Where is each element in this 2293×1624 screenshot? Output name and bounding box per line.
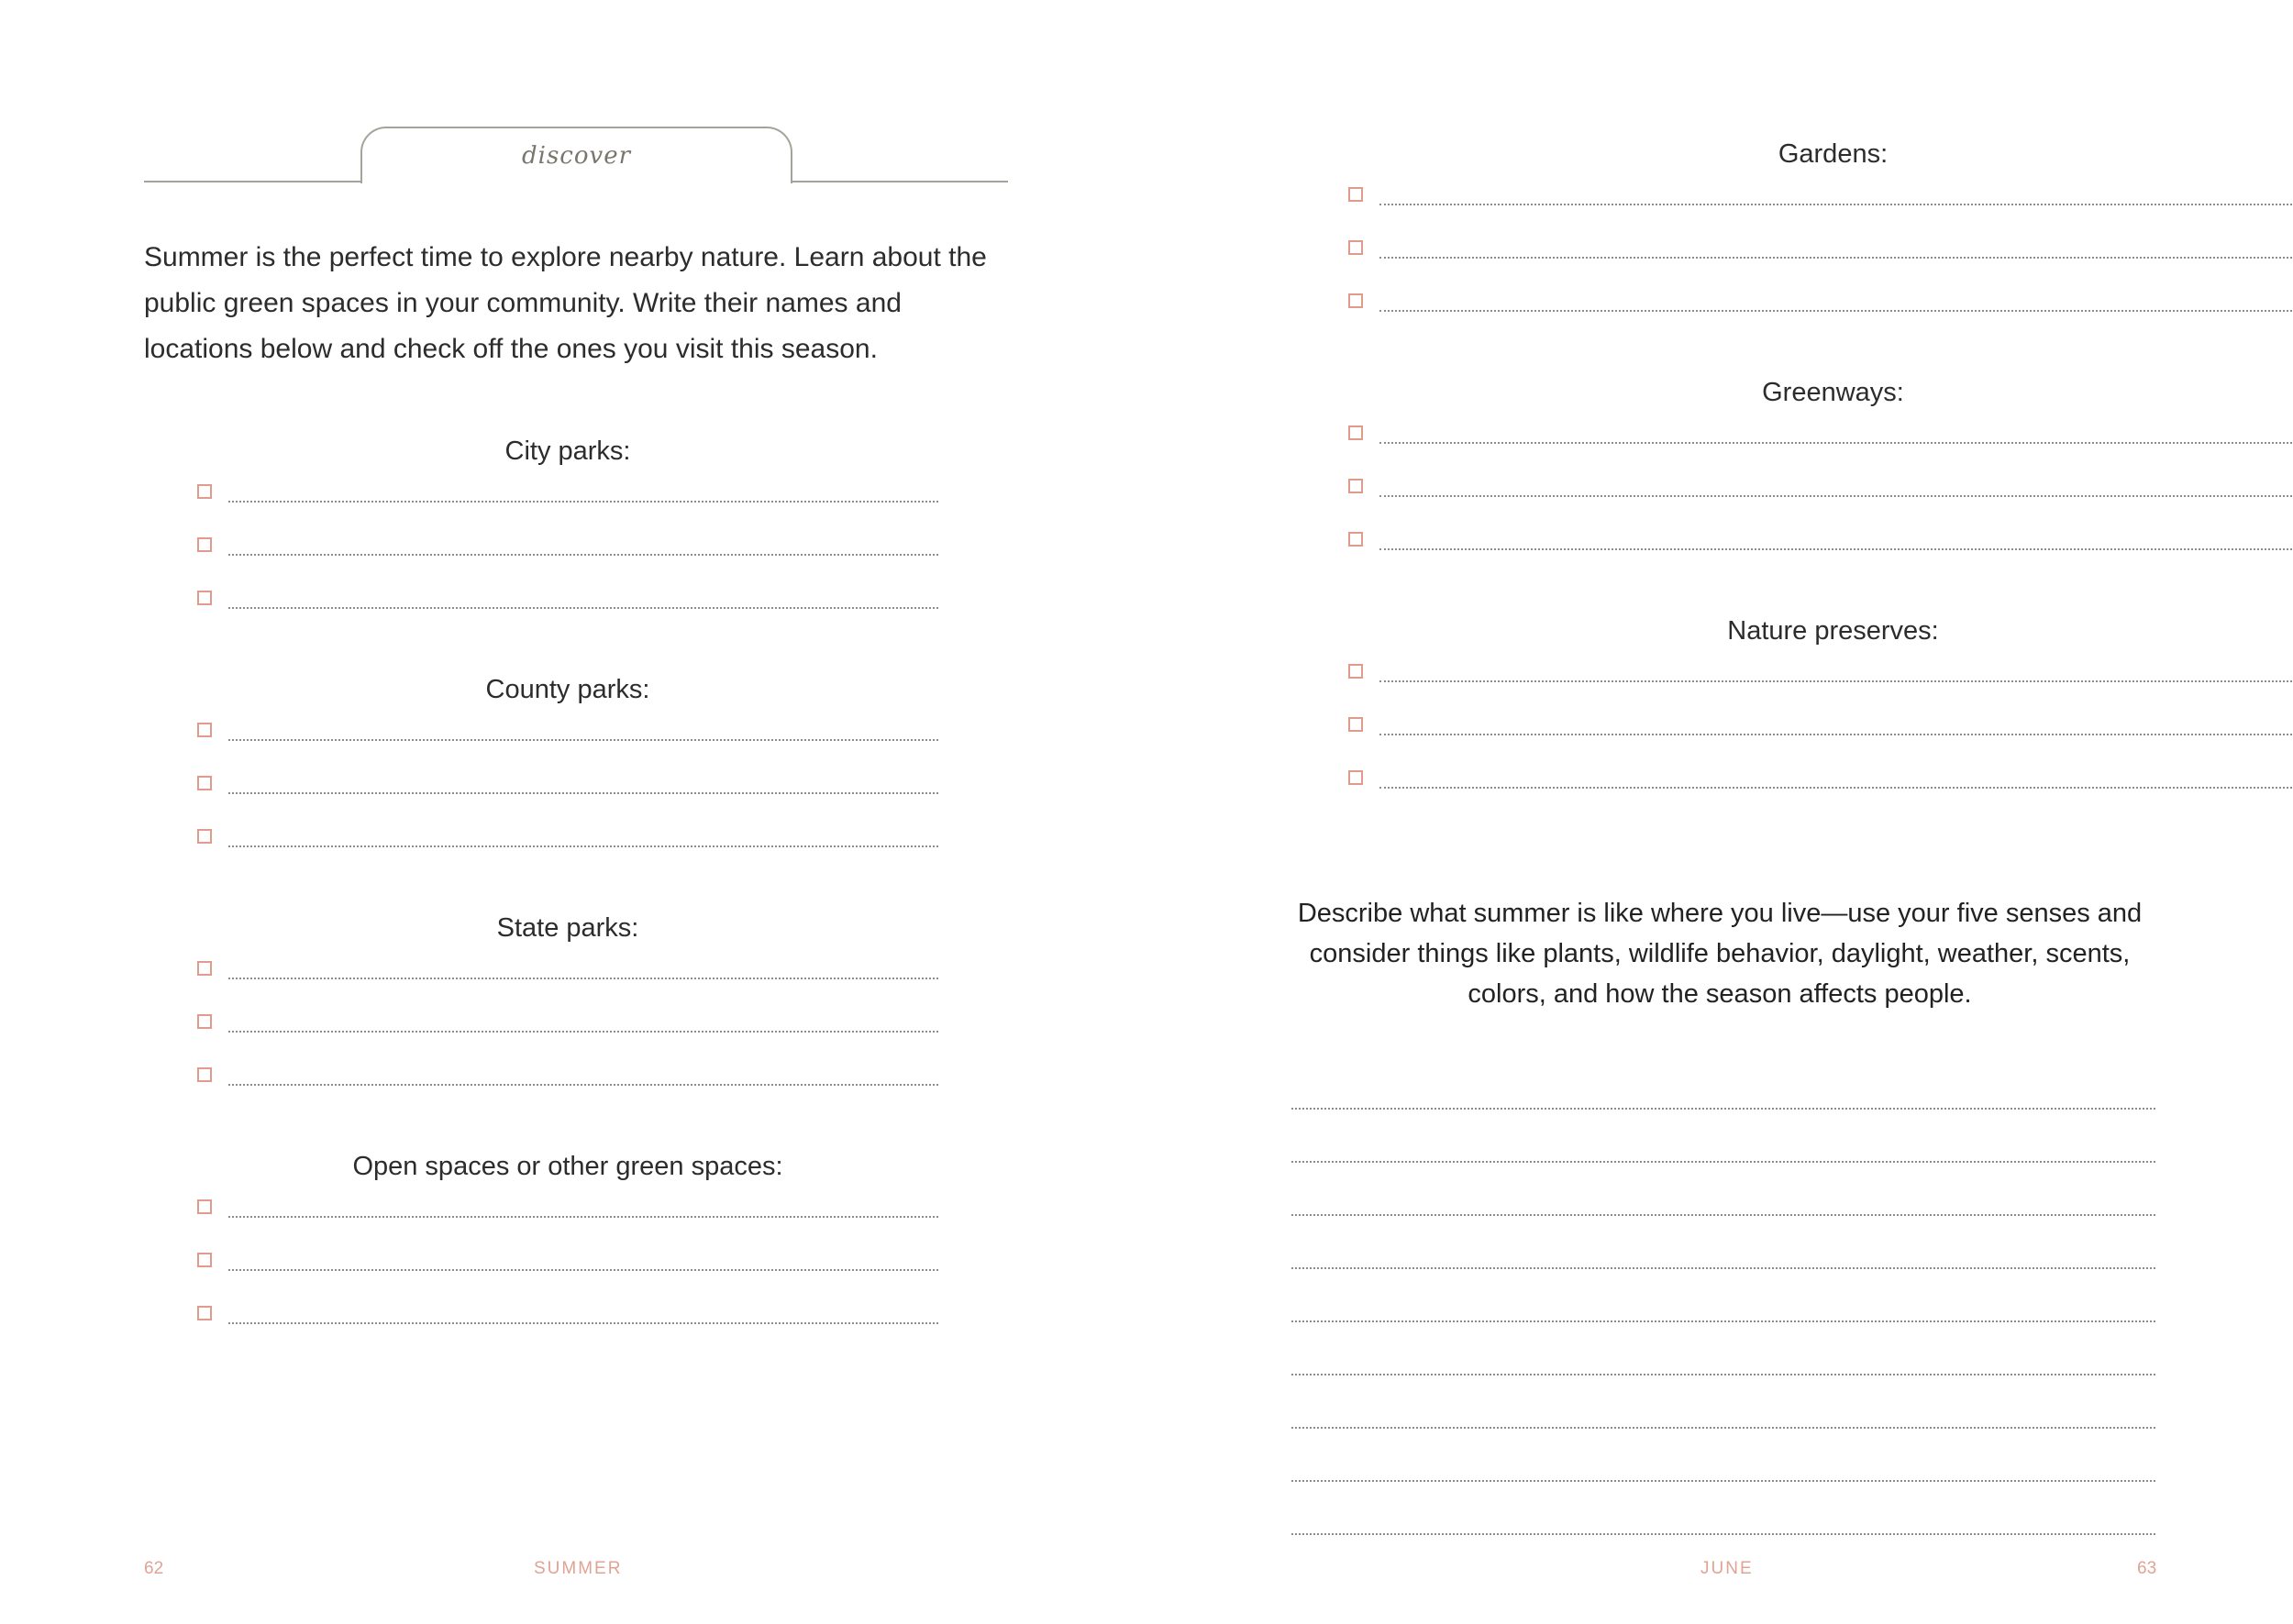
- checkbox[interactable]: [197, 1067, 212, 1082]
- write-in-line[interactable]: [1291, 1163, 2155, 1216]
- checkbox[interactable]: [197, 961, 212, 976]
- checkbox[interactable]: [197, 484, 212, 499]
- list-item: [1348, 172, 2293, 226]
- list-item: [1348, 702, 2293, 756]
- section-title: Open spaces or other green spaces:: [352, 1152, 783, 1181]
- intro-paragraph: Summer is the perfect time to explore nearby nature. Learn about the public green spaces in your community. Write their names and locations below and check off the ones you visit this season.: [144, 242, 987, 364]
- list-item: [197, 761, 938, 814]
- write-in-line[interactable]: [228, 1269, 938, 1271]
- left-page: [0, 0, 1146, 1624]
- write-in-line[interactable]: [1379, 442, 2293, 444]
- checkbox[interactable]: [197, 1014, 212, 1029]
- write-in-line[interactable]: [228, 845, 938, 847]
- write-in-line[interactable]: [1379, 204, 2293, 205]
- checkbox[interactable]: [197, 1253, 212, 1267]
- checkbox[interactable]: [1348, 717, 1363, 732]
- write-in-line[interactable]: [228, 1322, 938, 1324]
- page-number: 62: [144, 1559, 164, 1578]
- list-item: [197, 1000, 938, 1053]
- write-in-line[interactable]: [228, 1084, 938, 1086]
- section-title: Nature preserves:: [1727, 616, 1939, 646]
- list-item: [197, 1185, 938, 1238]
- list-item: [1348, 411, 2293, 464]
- list-item: [197, 708, 938, 761]
- list-item: [1348, 649, 2293, 702]
- list-item: [197, 576, 938, 629]
- write-in-line[interactable]: [1379, 310, 2293, 312]
- page-number: 63: [2137, 1559, 2157, 1578]
- list-item: [1348, 756, 2293, 809]
- section-city-parks: [197, 433, 938, 629]
- write-in-line[interactable]: [228, 1216, 938, 1218]
- write-in-line[interactable]: [1379, 680, 2293, 682]
- write-in-line[interactable]: [1291, 1322, 2155, 1375]
- checkbox[interactable]: [197, 1306, 212, 1320]
- write-in-line[interactable]: [1291, 1110, 2155, 1163]
- write-in-line[interactable]: [1291, 1482, 2155, 1535]
- section-county-parks: [197, 671, 938, 867]
- write-in-line[interactable]: [1379, 548, 2293, 550]
- section-title: Gardens:: [1778, 139, 1889, 169]
- write-in-line[interactable]: [228, 792, 938, 794]
- describe-prompt: Describe what summer is like where you live—use your five senses and consider things like plants, wildlife behavior, daylight, weather, scents, colors, and how the season affects people.: [1297, 899, 2143, 1009]
- list-item: [197, 814, 938, 867]
- checkbox[interactable]: [197, 829, 212, 844]
- checkbox[interactable]: [1348, 240, 1363, 255]
- write-in-line[interactable]: [228, 739, 938, 741]
- checkbox[interactable]: [1348, 664, 1363, 679]
- section-title: County parks:: [485, 675, 650, 704]
- list-item: [1348, 279, 2293, 332]
- write-in-line[interactable]: [1291, 1216, 2155, 1269]
- write-in-line[interactable]: [228, 607, 938, 609]
- write-in-line[interactable]: [228, 978, 938, 979]
- write-in-line[interactable]: [1291, 1056, 2155, 1110]
- write-in-line[interactable]: [228, 1031, 938, 1033]
- list-item: [1348, 226, 2293, 279]
- section-nature-preserves: [1348, 613, 2293, 809]
- write-in-line[interactable]: [1291, 1375, 2155, 1429]
- section-title: City parks:: [504, 436, 631, 466]
- checkbox[interactable]: [197, 1199, 212, 1214]
- checkbox[interactable]: [1348, 187, 1363, 202]
- writing-lines: [1291, 1056, 2155, 1535]
- right-page: [1146, 0, 2293, 1624]
- checkbox[interactable]: [1348, 425, 1363, 440]
- list-item: [197, 1238, 938, 1291]
- checkbox[interactable]: [1348, 479, 1363, 493]
- section-gardens: [1348, 136, 2293, 332]
- write-in-line[interactable]: [228, 501, 938, 503]
- list-item: [1348, 517, 2293, 570]
- write-in-line[interactable]: [1379, 734, 2293, 735]
- list-item: [197, 523, 938, 576]
- running-head: SUMMER: [534, 1559, 623, 1578]
- checkbox[interactable]: [1348, 532, 1363, 547]
- write-in-line[interactable]: [1379, 257, 2293, 259]
- running-head: JUNE: [1700, 1559, 1754, 1578]
- write-in-line[interactable]: [228, 554, 938, 556]
- write-in-line[interactable]: [1379, 787, 2293, 789]
- write-in-line[interactable]: [1379, 495, 2293, 497]
- checkbox[interactable]: [1348, 770, 1363, 785]
- write-in-line[interactable]: [1291, 1269, 2155, 1322]
- section-title: State parks:: [496, 913, 639, 943]
- list-item: [197, 1291, 938, 1344]
- list-item: [197, 946, 938, 1000]
- checkbox[interactable]: [197, 537, 212, 552]
- section-title: Greenways:: [1762, 378, 1904, 407]
- section-greenways: [1348, 374, 2293, 570]
- list-item: [1348, 464, 2293, 517]
- list-item: [197, 1053, 938, 1106]
- section-open-spaces: [197, 1148, 938, 1344]
- checkbox[interactable]: [197, 591, 212, 605]
- checkbox[interactable]: [1348, 293, 1363, 308]
- tab-label: discover: [521, 142, 632, 170]
- checkbox[interactable]: [197, 723, 212, 737]
- checkbox[interactable]: [197, 776, 212, 790]
- section-state-parks: [197, 910, 938, 1106]
- write-in-line[interactable]: [1291, 1429, 2155, 1482]
- list-item: [197, 470, 938, 523]
- section-tab: [360, 127, 792, 183]
